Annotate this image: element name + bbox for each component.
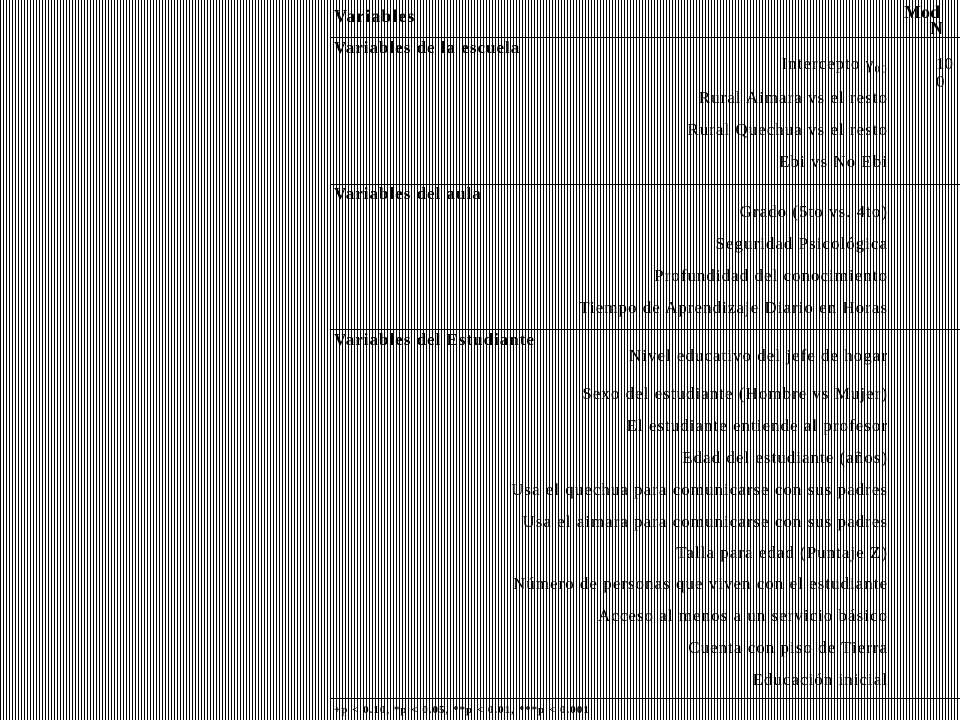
row-tiempo-label: Tiempo de Aprendizaje Diario en Horas <box>579 298 888 317</box>
row-nivel-educativo-label: Nivel educativo del jefe de hogar <box>628 346 888 365</box>
footer-rule <box>330 698 960 699</box>
row-rural-aimara-value: 0 <box>936 72 945 91</box>
row-grado-label: Grado (5to vs. 4to) <box>739 202 888 221</box>
row-aimara-label: Usa el aimara para comunicarse con sus padres <box>522 512 888 531</box>
row-intercepto-value: 10 <box>936 54 953 73</box>
section-aula: Variables del aula <box>334 184 482 203</box>
model-number-header: N <box>930 18 943 38</box>
model-column-header: Mod <box>904 2 940 22</box>
row-sexo-label: Sexo del estudiante (Hombre vs Mujer) <box>582 384 888 403</box>
row-quechua-label: Usa el quechua para comunicarse con sus padres <box>511 480 888 499</box>
row-ebi-label: Ebi vs No Ebi <box>779 152 888 171</box>
row-numero-personas-label: Número de personas que viven con el estudiante <box>512 574 888 593</box>
row-rural-quechua-label: Rural Quechua vs el resto <box>687 120 888 139</box>
row-intercepto-label: Intercepto γ₀₀ <box>781 54 888 73</box>
row-piso-label: Cuenta con piso de Tierra <box>688 638 888 657</box>
row-inicial-label: Educación inicial <box>752 670 888 689</box>
row-seguridad-label: Seguridad Psicológica <box>715 234 888 253</box>
section-estudiante: Variables del Estudiante <box>334 330 535 349</box>
row-talla-label: Talla para edad (Puntaje Z) <box>676 543 888 562</box>
row-profundidad-label: Profundidad del conocimiento <box>654 266 888 285</box>
row-acceso-label: Acceso al menos a un servicio básico <box>598 606 888 625</box>
row-edad-label: Edad del estudiante (años) <box>682 448 888 467</box>
significance-footnote: +p < 0.10, *p < 0.05, **p < 0.01, ***p < 0.001 <box>334 704 590 716</box>
section-escuela: Variables de la escuela <box>334 38 521 57</box>
variables-column-header: Variables <box>334 6 416 26</box>
row-entiende-label: El estudiante entiende al profesor <box>626 416 888 435</box>
row-rural-aimara-label: Rural Aimara vs el resto <box>698 88 888 107</box>
